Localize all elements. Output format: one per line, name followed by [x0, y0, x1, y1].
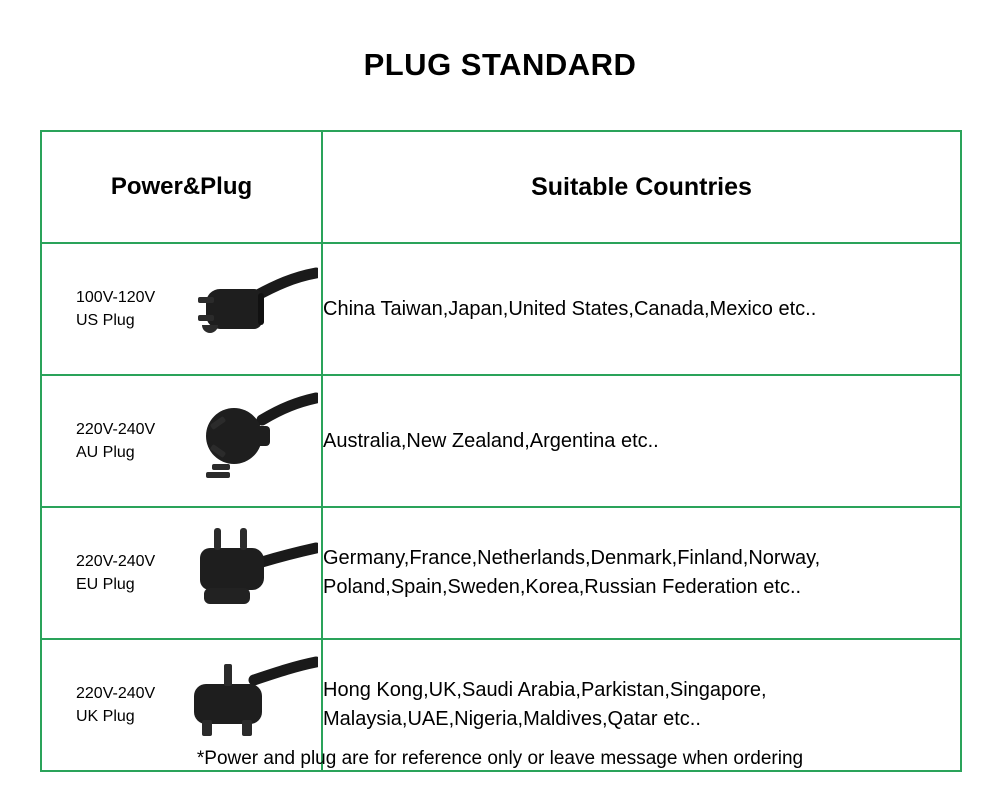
voltage-block-us [76, 286, 155, 332]
countries-cell-eu [322, 507, 961, 639]
plug-cell-eu [41, 507, 322, 639]
voltage-value: 220V-240V [76, 420, 156, 438]
au-plug-icon [155, 376, 321, 506]
countries-line: Hong Kong,UK,Saudi Arabia,Parkistan,Singapore, [323, 679, 767, 701]
voltage-block-uk [76, 682, 155, 728]
voltage-value: 220V-240V [76, 552, 156, 570]
eu-plug-icon [155, 508, 321, 638]
header-power-plug: Power&Plug [41, 131, 322, 243]
countries-line: Poland,Spain,Sweden,Korea,Russian Federation etc.. [323, 576, 802, 598]
voltage-value: 100V-120V [76, 288, 156, 306]
plug-type: AU Plug [76, 444, 135, 461]
header-suitable-countries: Suitable Countries [322, 131, 961, 243]
us-plug-icon [155, 244, 321, 374]
voltage-value: 220V-240V [76, 684, 156, 702]
plug-cell-au [41, 375, 322, 507]
plug-type: UK Plug [76, 708, 135, 725]
countries-line: Germany,France,Netherlands,Denmark,Finland,Norway, [323, 547, 821, 569]
plug-standard-table-wrap [40, 130, 960, 772]
footnote: *Power and plug are for reference only or leave message when ordering [196, 748, 804, 769]
countries-line: China Taiwan,Japan,United States,Canada,Mexico etc.. [323, 297, 817, 320]
plug-cell-us [41, 243, 322, 375]
table-row [41, 375, 961, 507]
countries-cell-au [322, 375, 961, 507]
plug-type: EU Plug [76, 576, 135, 593]
voltage-block-eu [76, 550, 155, 596]
countries-cell-us [322, 243, 961, 375]
plug-standard-table [40, 130, 962, 772]
plug-type: US Plug [76, 312, 135, 329]
table-header-row [41, 131, 961, 243]
table-row [41, 243, 961, 375]
voltage-block-au [76, 418, 155, 464]
table-row [41, 507, 961, 639]
countries-line: Australia,New Zealand,Argentina etc.. [323, 429, 659, 452]
page-title: PLUG STANDARD [363, 47, 637, 82]
countries-line: Malaysia,UAE,Nigeria,Maldives,Qatar etc.. [323, 708, 701, 730]
